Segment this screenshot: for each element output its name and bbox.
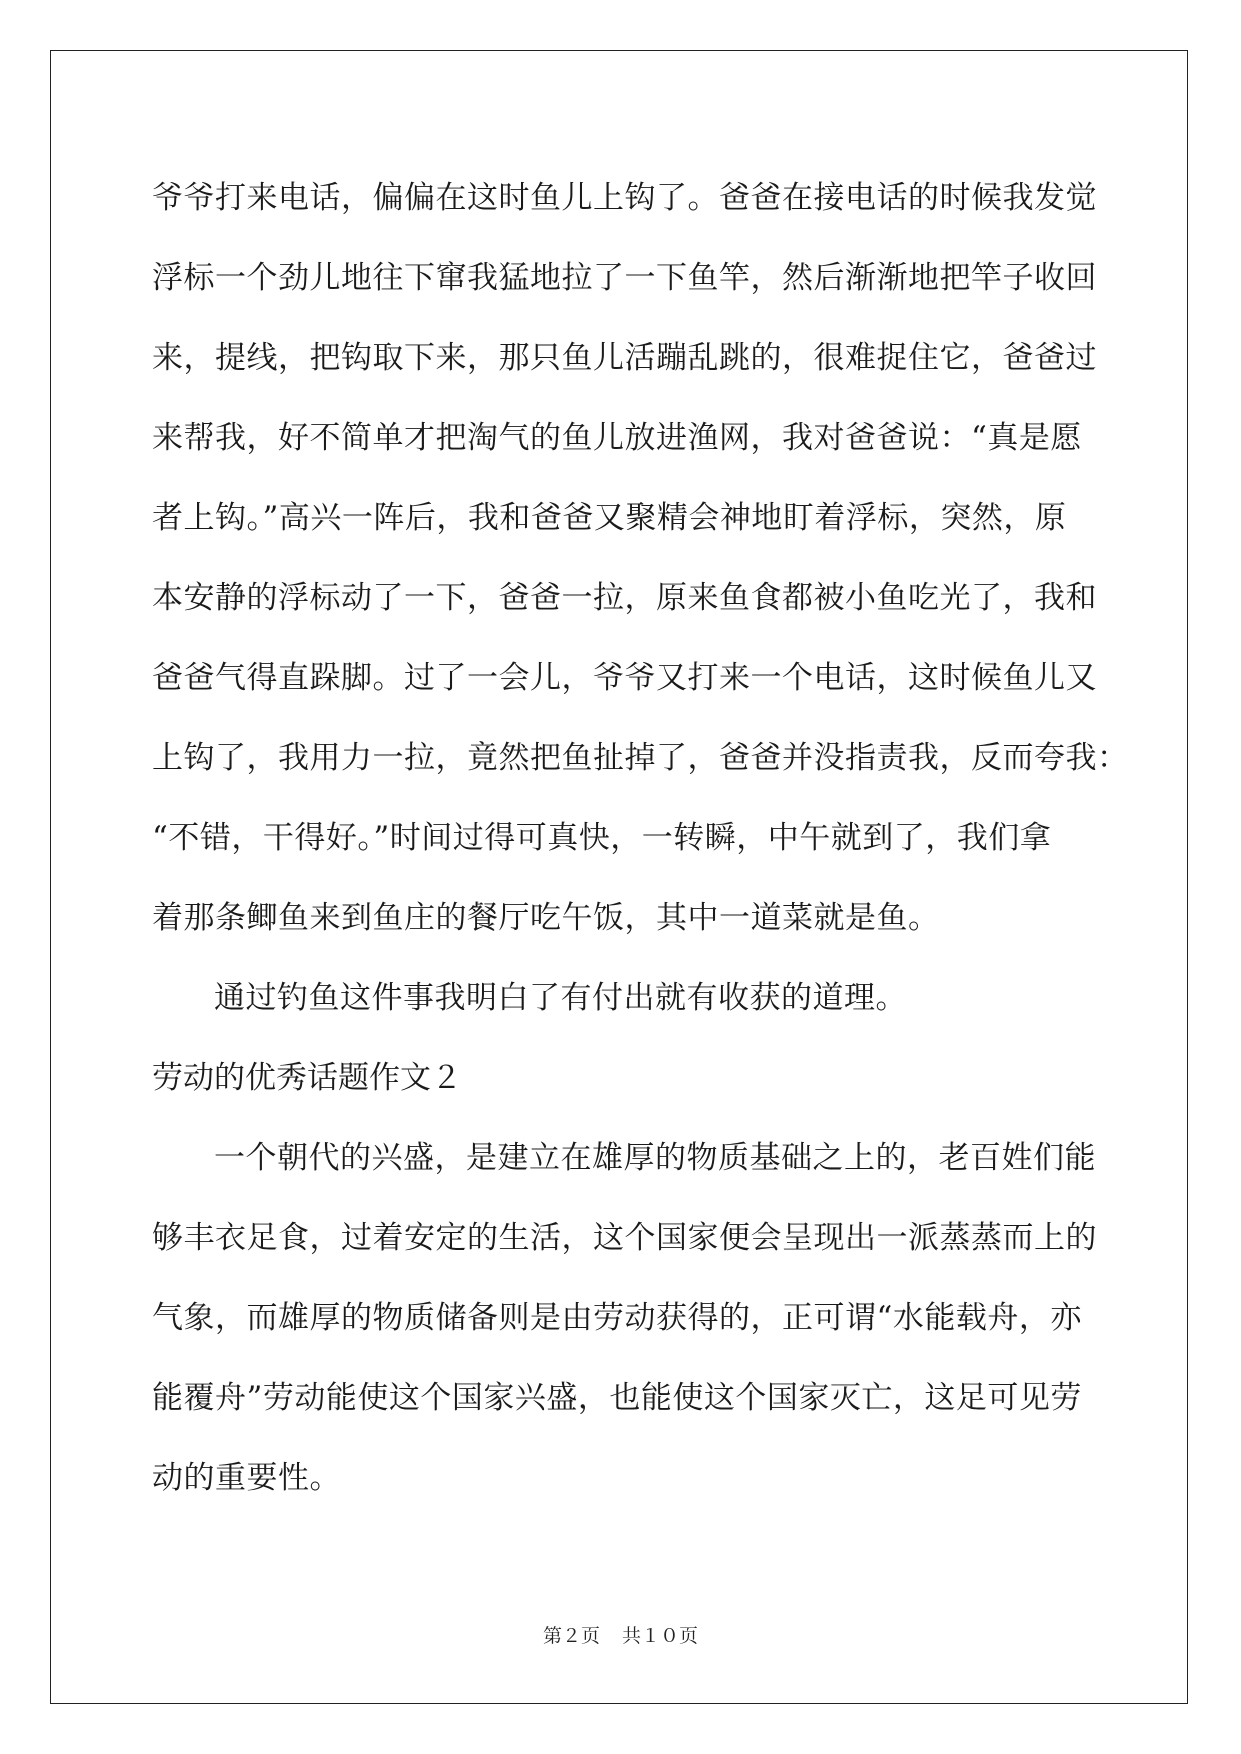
text-line: 爸爸气得直跺脚。过了一会儿，爷爷又打来一个电话，这时候鱼儿又 [152, 660, 1097, 696]
text-line: 上钩了，我用力一拉，竟然把鱼扯掉了，爸爸并没指责我，反而夸我： [152, 740, 1129, 776]
paragraph-1 [152, 158, 1129, 958]
text-line: 来帮我，好不简单才把淘气的鱼儿放进渔网，我对爸爸说：“真是愿 [152, 420, 1082, 456]
text-line: 够丰衣足食，过着安定的生活，这个国家便会呈现出一派蒸蒸而上的 [152, 1220, 1097, 1256]
page-number-current: 第２页 [542, 1625, 600, 1647]
text-line: 一个朝代的兴盛，是建立在雄厚的物质基础之上的，老百姓们能 [214, 1140, 1096, 1176]
text-line: 浮标一个劲儿地往下窜我猛地拉了一下鱼竿，然后渐渐地把竿子收回 [152, 260, 1097, 296]
text-line: 动的重要性。 [152, 1460, 341, 1496]
page-footer [0, 1621, 1241, 1648]
text-line: 着那条鲫鱼来到鱼庄的餐厅吃午饭，其中一道菜就是鱼。 [152, 900, 940, 936]
document-body [152, 158, 1129, 1518]
page-number-total: 共１０页 [622, 1625, 699, 1647]
text-line: “不错，干得好。”时间过得可真快，一转瞬，中午就到了，我们拿 [152, 820, 1052, 856]
paragraph-3 [152, 1118, 1097, 1518]
text-line: 气象，而雄厚的物质储备则是由劳动获得的，正可谓“水能载舟，亦 [152, 1300, 1082, 1336]
text-line: 爷爷打来电话，偏偏在这时鱼儿上钩了。爸爸在接电话的时候我发觉 [152, 180, 1097, 216]
text-line: 本安静的浮标动了一下，爸爸一拉，原来鱼食都被小鱼吃光了，我和 [152, 580, 1097, 616]
text-line: 来，提线，把钩取下来，那只鱼儿活蹦乱跳的，很难捉住它，爸爸过 [152, 340, 1097, 376]
paragraph-2: 通过钓鱼这件事我明白了有付出就有收获的道理。 [214, 980, 907, 1016]
text-line: 能覆舟”劳动能使这个国家兴盛，也能使这个国家灭亡，这足可见劳 [152, 1380, 1082, 1416]
text-line: 者上钩。”高兴一阵后，我和爸爸又聚精会神地盯着浮标，突然，原 [152, 500, 1067, 536]
section-heading: 劳动的优秀话题作文２ [152, 1060, 462, 1096]
